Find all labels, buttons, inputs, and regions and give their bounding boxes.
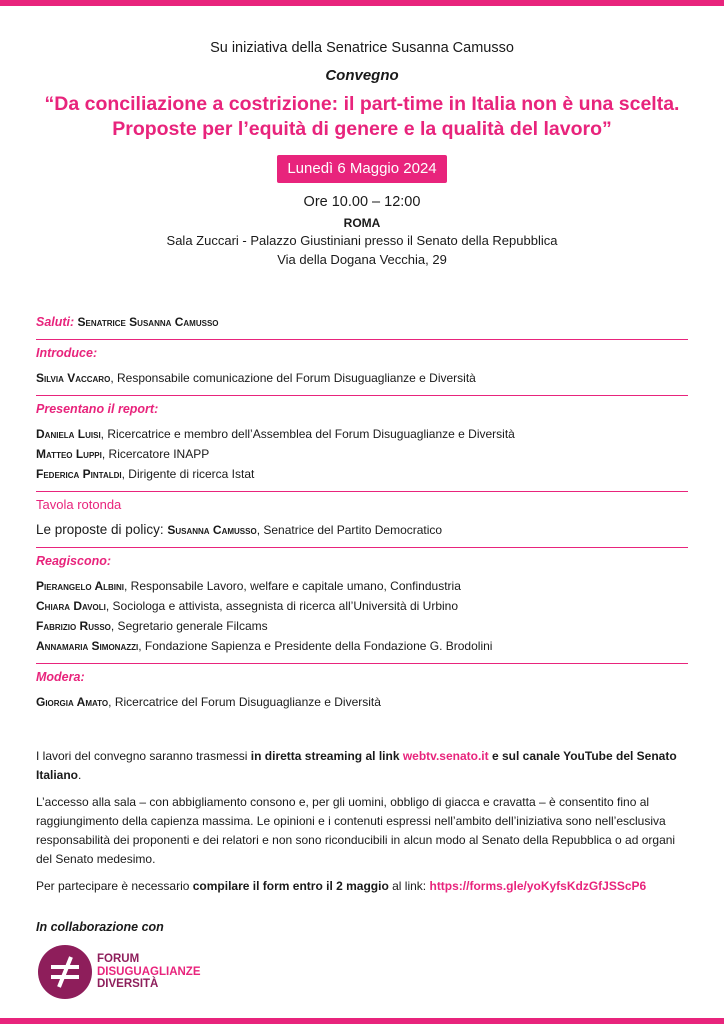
speaker-line [36, 424, 688, 444]
speaker-role: , Dirigente di ricerca Istat [121, 467, 255, 481]
speaker-name: Susanna Camusso [167, 523, 257, 537]
top-accent-bar [0, 0, 724, 6]
notes [36, 747, 688, 904]
modera-label: Modera: [36, 670, 85, 684]
agenda-introduce [36, 340, 688, 396]
speaker-role: , Ricercatore INAPP [101, 447, 210, 461]
streaming-post: . [78, 768, 82, 782]
bottom-accent-bar [0, 1018, 724, 1024]
initiative-line: Su iniziativa della Senatrice Susanna Camusso [210, 40, 514, 56]
speaker-name: Fabrizio Russo [36, 619, 111, 633]
form-note [36, 877, 688, 896]
form-mid: al link: [388, 879, 430, 893]
saluti-label: Saluti: [36, 315, 75, 329]
speaker-line [36, 692, 688, 712]
event-title [0, 92, 724, 142]
speaker-role: , Responsabile comunicazione del Forum Disuguaglianze e Diversità [110, 371, 476, 385]
speaker-line [36, 596, 688, 616]
event-city: ROMA [343, 216, 381, 230]
introduce-label: Introduce: [36, 346, 98, 360]
event-type: Convegno [325, 67, 399, 84]
speaker-role: , Senatrice del Partito Democratico [256, 523, 443, 537]
logo-line-3: DIVERSITÀ [97, 978, 159, 990]
webtv-link[interactable]: webtv.senato.it [402, 749, 489, 763]
title-line-1: “Da conciliazione a costrizione: il part-time in Italia non è una scelta. [44, 93, 680, 115]
speaker-role: , Ricercatrice e membro dell’Assemblea del Forum Disuguaglianze e Diversità [100, 427, 515, 441]
not-equal-icon [38, 945, 92, 999]
speaker-role: , Sociologa e attivista, assegnista di ricerca all’Università di Urbino [105, 599, 459, 613]
event-time: Ore 10.00 – 12:00 [303, 194, 421, 210]
speaker-name: Giorgia Amato [36, 695, 109, 709]
date-badge: Lunedì 6 Maggio 2024 [277, 155, 446, 183]
speaker-role: , Ricercatrice del Forum Disuguaglianze e Diversità [108, 695, 381, 709]
speaker-line [36, 616, 688, 636]
agenda-saluti [36, 308, 688, 340]
speaker-name: Annamaria Simonazzi [36, 639, 139, 653]
access-note: L’accesso alla sala – con abbigliamento consono e, per gli uomini, obbligo di giacca e cravatta – è consentito fino al raggiungimento della capienza massima. Le opinioni e i contenuti espressi nell’ambito dell’iniziativa sono nell’esclusiva responsabilità dei proponenti e dei relatori e non sono riconducibili in alcun modo al Senato della Repubblica o ad organi del Senato medesimo. [36, 795, 676, 866]
speaker-name: Pierangelo Albini [36, 579, 125, 593]
policy-lead: Le proposte di policy: [36, 522, 168, 537]
reagiscono-label: Reagiscono: [36, 554, 112, 568]
speaker-line [36, 576, 688, 596]
speaker-name: Federica Pintaldi [36, 467, 122, 481]
speaker-line [36, 636, 688, 656]
streaming-note [36, 747, 688, 785]
event-address: Via della Dogana Vecchia, 29 [277, 252, 447, 267]
logo-line-1: FORUM [97, 953, 140, 965]
speaker-name: Daniela Luisi [36, 427, 101, 441]
speaker-line [36, 368, 688, 388]
speaker-role: , Responsabile Lavoro, welfare e capitale umano, Confindustria [124, 579, 461, 593]
speaker-role: , Segretario generale Filcams [110, 619, 268, 633]
streaming-pre: I lavori del convegno saranno trasmessi [36, 749, 251, 763]
speaker-line [36, 464, 688, 484]
title-line-2: Proposte per l’equità di genere e la qualità del lavoro” [112, 118, 612, 140]
agenda [36, 308, 688, 719]
collaboration-label: In collaborazione con [36, 920, 164, 934]
forum-logo [38, 945, 238, 1001]
agenda-presentano [36, 396, 688, 492]
event-venue: Sala Zuccari - Palazzo Giustiniani presso il Senato della Repubblica [166, 233, 558, 248]
speaker-role: , Fondazione Sapienza e Presidente della Fondazione G. Brodolini [138, 639, 493, 653]
streaming-bold: in diretta streaming al link [250, 749, 403, 763]
youtube-channel: e sul canale YouTube del Senato Italiano [36, 749, 677, 782]
presentano-label: Presentano il report: [36, 402, 159, 416]
logo-wordmark [97, 953, 201, 991]
speaker-line [36, 444, 688, 464]
agenda-reagiscono [36, 548, 688, 664]
event-header [0, 38, 724, 269]
logo-line-2: DISUGUAGLIANZE [97, 965, 201, 978]
speaker-name: Silvia Vaccaro [36, 371, 111, 385]
form-pre: Per partecipare è necessario [36, 879, 193, 893]
tavola-label: Tavola rotonda [36, 497, 122, 512]
speaker-line [36, 520, 688, 540]
form-link[interactable]: https://forms.gle/yoKyfsKdzGfJSScP6 [429, 879, 647, 893]
form-deadline: compilare il form entro il 2 maggio [192, 879, 389, 893]
speaker-name: Matteo Luppi [36, 447, 102, 461]
agenda-modera [36, 664, 688, 719]
speaker-name: Chiara Davoli [36, 599, 106, 613]
saluti-name: Senatrice Susanna Camusso [77, 315, 219, 329]
agenda-tavola-rotonda [36, 492, 688, 548]
